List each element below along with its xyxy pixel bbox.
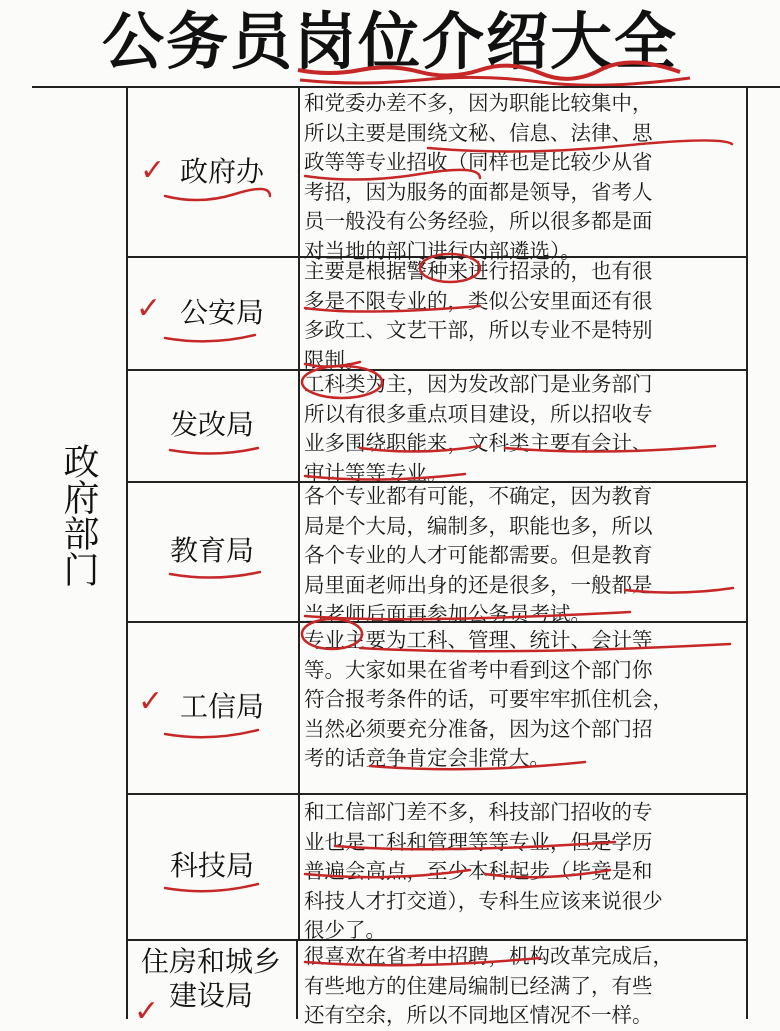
description-line: 政等等专业招收（同样也是比较少从省 [304,150,653,174]
description-line: 各个专业的人才可能都需要。但是教育 [304,543,653,567]
department-table [126,88,746,1029]
department-cell [126,369,300,481]
department-name: 教育局 [169,534,254,567]
description-line: 普遍会高点，至少本科起步（毕竟是和 [304,859,653,883]
description-line: 考的话竞争肯定会非常大。 [304,746,550,770]
department-description [304,256,740,375]
description-line: 员一般没有公务经验，所以很多都是面 [304,209,653,233]
description-line: 有些地方的住建局编制已经满了，有些 [304,973,653,998]
department-cell [126,256,300,369]
department-name: 公安局 [179,295,264,329]
department-description [304,88,740,266]
description-line: 对当地的部门进行内部遴选）。 [304,238,581,263]
description-line: 专业主要为工科、管理、统计、会计等 [304,628,653,652]
department-name: 住房和城乡建设局 [140,945,281,1012]
table-right-border [746,88,748,1019]
description-line: 业也是工科和管理等等专业，但是学历 [304,829,653,854]
description-line: 当老师后面再参加公务员考试。 [304,602,591,626]
description-line: 很喜欢在省考中招聘，机构改革完成后， [304,944,673,968]
department-name: 科技局 [169,849,254,882]
page-title: 公务员岗位介绍大全 [101,5,678,78]
description-line: 所以有很多重点项目建设，所以招收专 [304,401,653,426]
description-line: 符合报考条件的话，可要牢牢抓住机会， [304,687,673,711]
department-description [304,481,740,630]
checkmark-icon: ✓ [134,994,160,1029]
department-row [126,88,746,263]
department-cell [126,481,300,621]
description-line: 和工信部门差不多，科技部门招收的专 [304,800,653,824]
department-name: 工信局 [179,690,264,723]
department-cell [126,88,300,256]
category-label: 政府部门 [58,443,99,587]
department-description [304,369,740,488]
department-cell [126,793,300,939]
department-row [126,621,746,795]
department-row [126,369,746,483]
department-cell [126,621,300,793]
description-line: 当然必须要充分准备，因为这个部门招 [304,716,653,741]
description-line: 多是不限专业的，类似公安里面还有很 [304,288,653,313]
description-line: 业多围绕职能来，文科类主要有会计、 [304,431,653,455]
description-line: 局里面老师出身的还是很多，一般都是 [304,572,653,597]
description-line: 工科类为主，因为发改部门是业务部门 [304,372,653,396]
description-line: 考招，因为服务的面都是领导，省考人 [304,179,653,204]
checkmark-icon: ✓ [136,291,162,326]
department-name: 政府办 [179,155,264,188]
description-line: 审计等等专业。 [304,460,448,485]
department-row [126,256,746,371]
department-name: 发改局 [169,408,254,441]
description-line: 等。大家如果在省考中看到这个部门你 [304,657,653,682]
description-line: 所以主要是围绕文秘、信息、法律、思 [304,120,653,145]
description-line: 主要是根据警种来进行招录的，也有很 [304,259,653,283]
checkmark-icon: ✓ [138,684,164,719]
description-line: 局是个大局，编制多，职能也多，所以 [304,513,653,538]
description-line: 和党委办差不多，因为职能比较集中， [304,91,653,115]
description-line: 科技人才打交道），专科生应该来说很少 [304,888,663,913]
description-line: 还有空余，所以不同地区情况不一样。 [304,1003,653,1027]
category-column [30,88,128,1019]
department-description [304,625,740,774]
department-row [126,481,746,626]
description-line: 限制。 [304,347,366,372]
department-description [304,941,740,1031]
department-row [126,793,746,941]
department-description [304,797,740,946]
description-line: 多政工、文艺干部，所以专业不是特别 [304,318,653,342]
department-cell [126,939,298,1029]
department-row [126,939,746,1029]
description-line: 各个专业都有可能，不确定，因为教育 [304,484,653,508]
checkmark-icon: ✓ [140,153,166,188]
title-underline-mark [0,0,780,100]
description-line: 很少了。 [304,918,386,942]
